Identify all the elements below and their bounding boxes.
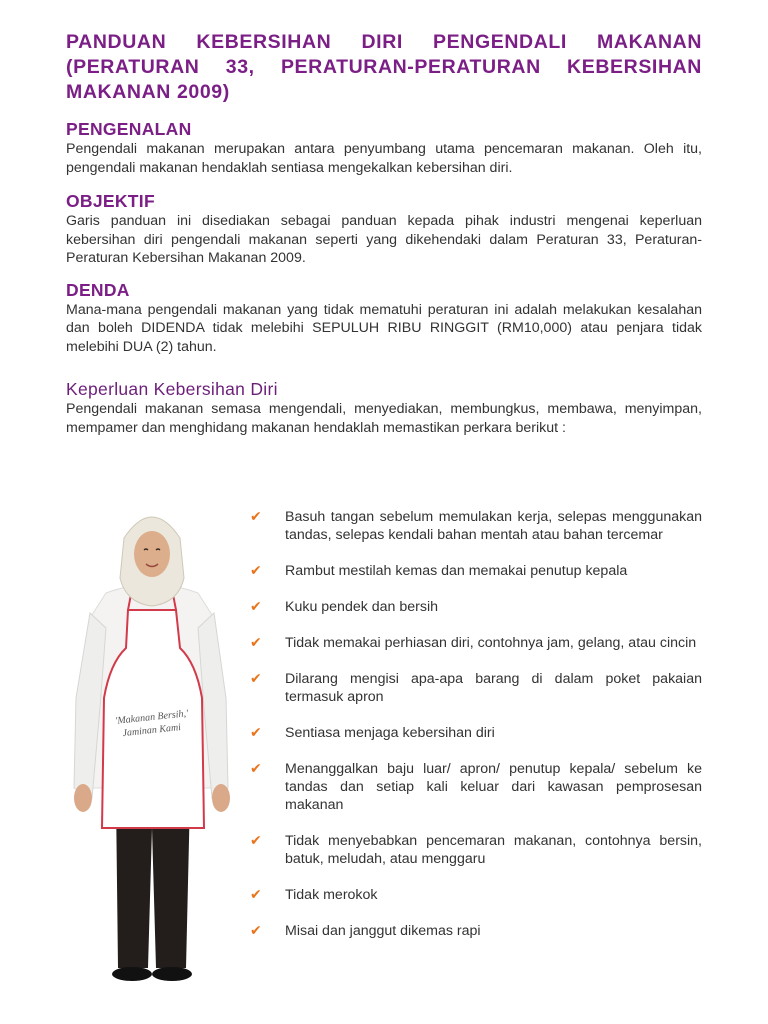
hygiene-checklist bbox=[250, 508, 702, 940]
checkmark-icon: ✔ bbox=[250, 509, 262, 525]
checklist-item bbox=[250, 562, 702, 580]
checklist-item bbox=[250, 634, 702, 652]
checklist-item-text: Dilarang mengisi apa-apa barang di dalam poket pakaian termasuk apron bbox=[285, 671, 702, 705]
document-title: PANDUAN KEBERSIHAN DIRI PENGENDALI MAKANAN (PERATURAN 33, PERATURAN-PERATURAN KEBERSIHAN MAKANAN 2009) bbox=[66, 31, 702, 103]
checkmark-icon: ✔ bbox=[250, 761, 262, 777]
checklist-item-text: Tidak merokok bbox=[285, 887, 378, 903]
checklist-item-text: Tidak menyebabkan pencemaran makanan, contohnya bersin, batuk, meludah, atau menggaru bbox=[285, 833, 702, 867]
section-denda bbox=[66, 280, 702, 357]
checkmark-icon: ✔ bbox=[250, 887, 262, 903]
checklist-item bbox=[250, 760, 702, 814]
checklist-item bbox=[250, 886, 702, 904]
checkmark-icon: ✔ bbox=[250, 833, 262, 849]
text-keperluan: Pengendali makanan semasa mengendali, menyediakan, membungkus, membawa, menyimpan, mempamer dan menghidang makanan hendaklah memastikan perkara berikut : bbox=[66, 401, 702, 436]
checklist-item-text: Menanggalkan baju luar/ apron/ penutup kepala/ sebelum ke tandas dan setiap kali keluar dari kawasan pemprosesan makanan bbox=[285, 761, 702, 813]
section-pengenalan bbox=[66, 119, 702, 177]
checkmark-icon: ✔ bbox=[250, 725, 262, 741]
text-objektif: Garis panduan ini disediakan sebagai panduan kepada pihak industri mengenai keperluan kebersihan diri pengendali makanan seperti yang dikehendaki dalam Peraturan 33, Peraturan-Peraturan Kebersihan Makanan 2009. bbox=[66, 213, 702, 266]
food-handler-illustration bbox=[66, 498, 238, 988]
heading-pengenalan: PENGENALAN bbox=[66, 119, 192, 139]
checklist-item bbox=[250, 598, 702, 616]
text-denda: Mana-mana pengendali makanan yang tidak mematuhi peraturan ini adalah melakukan kesalahan dan boleh DIDENDA tidak melebihi SEPULUH RIBU RINGGIT (RM10,000) atau penjara tidak melebihi DUA (2) tahun. bbox=[66, 301, 702, 355]
checklist-item bbox=[250, 922, 702, 940]
checklist-item bbox=[250, 670, 702, 706]
section-objektif bbox=[66, 191, 702, 268]
checklist-item-text: Rambut mestilah kemas dan memakai penutup kepala bbox=[285, 563, 628, 579]
checklist-item-text: Kuku pendek dan bersih bbox=[285, 599, 439, 615]
checklist-item-text: Sentiasa menjaga kebersihan diri bbox=[285, 725, 495, 741]
checklist-item-text: Basuh tangan sebelum memulakan kerja, selepas menggunakan tandas, selepas kendali bahan mentah atau bahan tercemar bbox=[285, 509, 702, 543]
checkmark-icon: ✔ bbox=[250, 635, 262, 651]
heading-denda: DENDA bbox=[66, 279, 130, 300]
checklist-item-text: Misai dan janggut dikemas rapi bbox=[285, 923, 481, 939]
checklist-item bbox=[250, 724, 702, 742]
checklist-item bbox=[250, 832, 702, 868]
apron-slogan-line2: Jaminan Kami bbox=[122, 721, 182, 740]
heading-objektif: OBJEKTIF bbox=[66, 191, 155, 211]
heading-keperluan: Keperluan Kebersihan Diri bbox=[66, 379, 278, 399]
checklist-item bbox=[250, 508, 702, 544]
checkmark-icon: ✔ bbox=[250, 599, 262, 615]
checkmark-icon: ✔ bbox=[250, 923, 262, 939]
checklist-item-text: Tidak memakai perhiasan diri, contohnya jam, gelang, atau cincin bbox=[285, 635, 697, 651]
text-pengenalan: Pengendali makanan merupakan antara penyumbang utama pencemaran makanan. Oleh itu, pengendali makanan hendaklah sentiasa mengekalkan kebersihan diri. bbox=[66, 141, 702, 176]
apron-slogan-line1: 'Makanan Bersih,' bbox=[114, 708, 189, 727]
checkmark-icon: ✔ bbox=[250, 563, 262, 579]
food-handler-figure-svg bbox=[66, 498, 238, 988]
document-page bbox=[66, 30, 702, 437]
section-keperluan bbox=[66, 379, 702, 437]
checkmark-icon: ✔ bbox=[250, 671, 262, 687]
